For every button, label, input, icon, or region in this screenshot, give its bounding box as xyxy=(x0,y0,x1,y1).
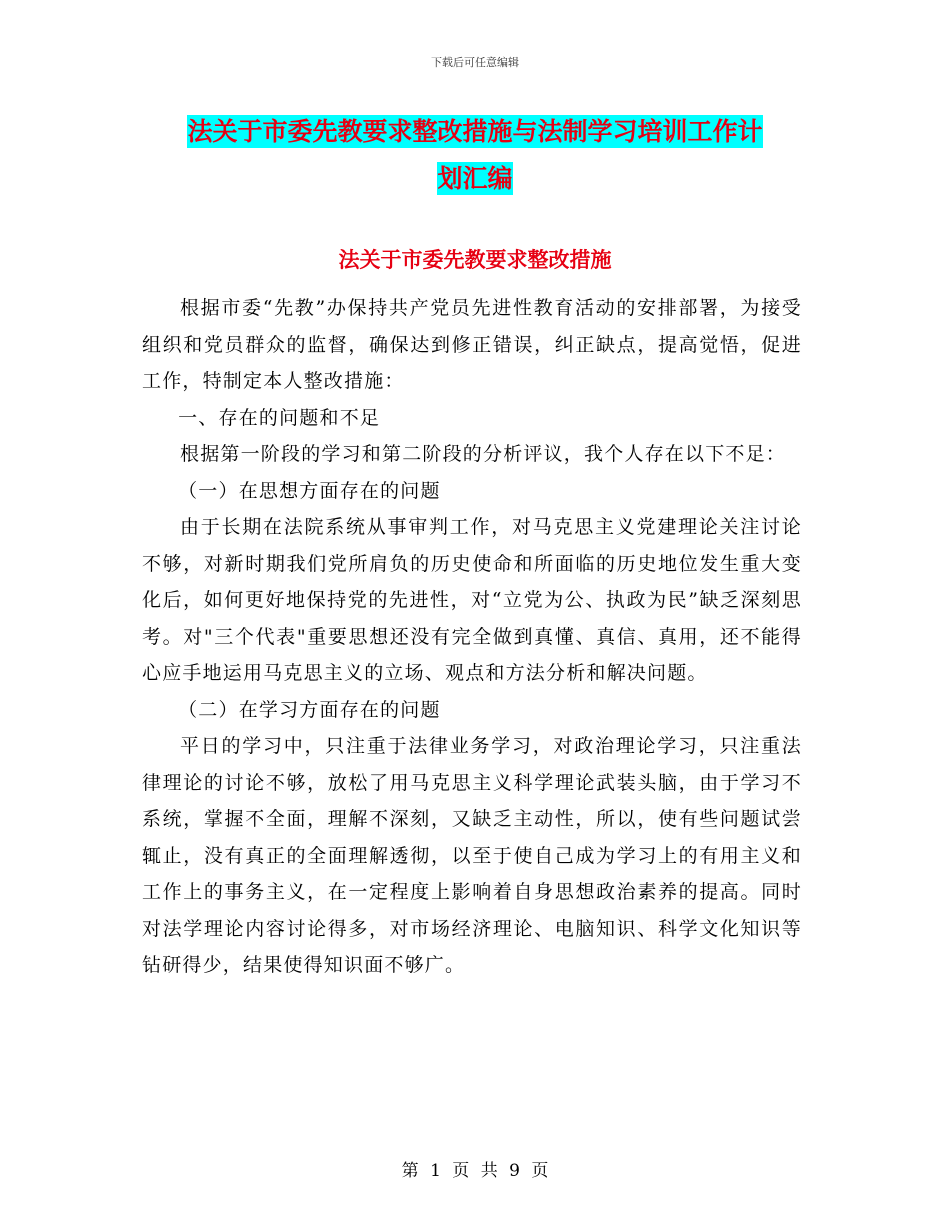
heading-problems: 一、存在的问题和不足 xyxy=(178,406,381,429)
paragraph-analysis: 根据第一阶段的学习和第二阶段的分析评议，我个人存在以下不足： xyxy=(180,443,787,465)
paragraph-intro: 根据市委“先教”办保持共产党员先进性教育活动的安排部署，为接受组织和党员群众的监督，确保达到修正错误，纠正缺点，提高觉悟，促进工作，特制定本人整改措施： xyxy=(142,297,802,392)
heading-study-issues: （二）在学习方面存在的问题 xyxy=(178,698,441,721)
document-title-line-2: 划汇编 xyxy=(437,164,513,193)
heading-thought-issues: （一）在思想方面存在的问题 xyxy=(178,479,441,502)
document-body xyxy=(142,290,802,984)
paragraph-thought-issues: 由于长期在法院系统从事审判工作，对马克思主义党建理论关注讨论不够，对新时期我们党所肩负的历史使命和所面临的历史地位发生重大变化后，如何更好地保持党的先进性，对“立党为公、执政为民”缺乏深刻思考。对"三个代表"重要思想还没有完全做到真懂、真信、真用，还不能得心应手地运用马克思主义的立场、观点和方法分析和解决问题。 xyxy=(142,516,802,684)
page-number: 第 1 页 共 9 页 xyxy=(401,1161,549,1181)
document-title xyxy=(140,108,810,202)
document-title-line-1: 法关于市委先教要求整改措施与法制学习培训工作计 xyxy=(187,117,763,146)
section-title: 法关于市委先教要求整改措施 xyxy=(338,248,612,272)
header-note: 下载后可任意编辑 xyxy=(431,56,519,69)
paragraph-study-issues: 平日的学习中，只注重于法律业务学习，对政治理论学习，只注重法律理论的讨论不够，放松了用马克思主义科学理论武装头脑，由于学习不系统，掌握不全面，理解不深刻，又缺乏主动性，所以，使有些问题试尝辄止，没有真正的全面理解透彻，以至于使自己成为学习上的有用主义和工作上的事务主义，在一定程度上影响着自身思想政治素养的提高。同时对法学理论内容讨论得多，对市场经济理论、电脑知识、科学文化知识等钻研得少，结果使得知识面不够广。 xyxy=(142,735,802,976)
